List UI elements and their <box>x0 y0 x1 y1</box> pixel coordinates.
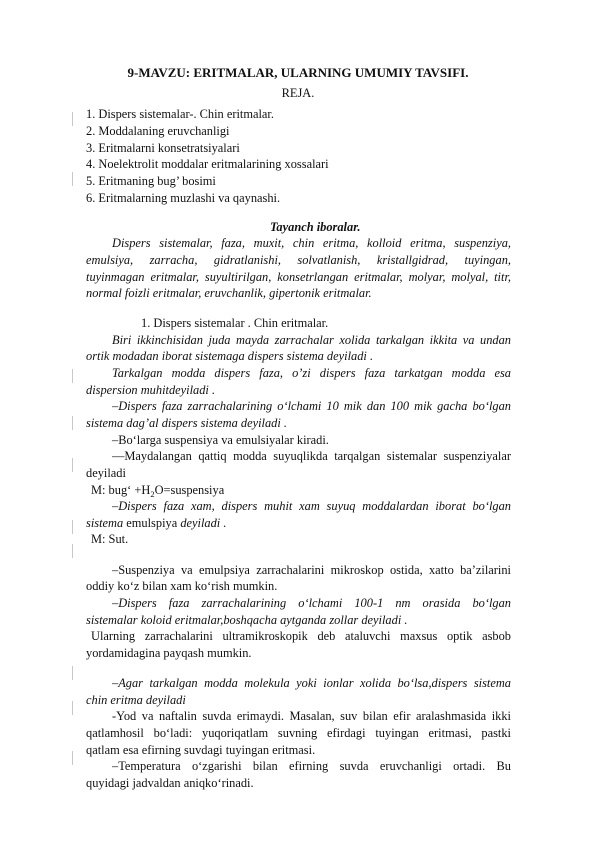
paragraph-line: Ularning zarrachalarini ultramikroskopik deb ataluvchi maxsus optik asbob <box>91 629 511 643</box>
plan-item: 5. Eritmaning bug’ bosimi <box>86 174 216 188</box>
keywords-line: tuyinmagan eritmalar, suyultirilgan, konsetrlangan eritmalar, molyar, molyal, titr, <box>86 270 511 284</box>
plan-heading: REJA. <box>281 86 315 100</box>
margin-bar <box>72 458 73 472</box>
paragraph-line: Biri ikkinchisidan juda mayda zarrachalar xolida tarkalgan ikkita va undan <box>112 333 511 347</box>
keywords-line: Dispers sistemalar, faza, muxit, chin eritma, kolloid eritma, suspenziya, <box>112 236 511 250</box>
keywords-line: normal foizli eritmalar, eruvchanlik, gipertonik eritmalar. <box>86 286 372 300</box>
paragraph-line: –Temperatura o‘zgarishi bilan efirning suvda eruvchanligi ortadi. Bu <box>112 759 511 773</box>
paragraph-line: Tarkalgan modda dispers faza, o’zi dispers faza tarkatgan modda esa <box>112 366 511 380</box>
margin-bar <box>72 666 73 680</box>
paragraph-line: –Bo‘larga suspensiya va emulsiyalar kiradi. <box>112 433 329 447</box>
plan-item: 2. Moddalaning eruvchanligi <box>86 124 230 138</box>
paragraph-line: sistema dag’al dispers sistema deyiladi . <box>86 416 287 430</box>
paragraph-line: –Agar tarkalgan modda molekula yoki ionlar xolida bo‘lsa,dispers sistema <box>112 676 511 690</box>
margin-bar <box>72 416 73 430</box>
paragraph-line: –Dispers faza zarrachalarining o‘lchami 10 mik dan 100 mik gacha bo‘lgan <box>112 399 511 413</box>
plan-item: 3. Eritmalarni konsetratsiyalari <box>86 141 240 155</box>
plan-item: 4. Noelektrolit moddalar eritmalarining xossalari <box>86 157 329 171</box>
keywords-heading: Tayanch iboralar. <box>270 220 361 234</box>
margin-bar <box>72 701 73 715</box>
margin-bar <box>72 544 73 558</box>
plan-item: 1. Dispers sistemalar-. Chin eritmalar. <box>86 107 274 121</box>
paragraph-line: —Maydalangan qattiq modda suyuqlikda tarqalgan sistemalar suspenziyalar <box>112 449 511 463</box>
paragraph-line: oddiy ko‘z bilan xam ko‘rish mumkin. <box>86 579 278 593</box>
margin-bar <box>72 112 73 126</box>
example-line: M: bug‘ $+H_2O=suspensiya$ <box>91 483 225 499</box>
paragraph-line: –Dispers faza xam, dispers muhit xam suyuq moddalardan iborat bo‘lgan <box>112 499 511 513</box>
paragraph-line: dispersion muhitdeyiladi . <box>86 383 216 397</box>
example-line: M: Sut. <box>91 532 129 546</box>
paragraph-line: ortik modadan iborat sistemaga dispers sistema deyiladi . <box>86 349 374 363</box>
paragraph-line: quyidagi jadvaldan aniqko‘rinadi. <box>86 776 254 790</box>
paragraph-line: sistema emulspiya deyiladi . <box>86 516 227 530</box>
paragraph-line: qatlam esa efirning suvdagi tuyingan eritmasi. <box>86 743 316 757</box>
margin-bar <box>72 369 73 383</box>
keywords-line: emulsiya, zarracha, gidratlanishi, solvatlanish, kristallgidrad, tuyingan, <box>86 253 511 267</box>
paragraph-line: deyiladi <box>86 466 126 480</box>
paragraph-line: sistemalar koloid eritmalar,boshqacha aytganda zollar deyiladi . <box>86 613 408 627</box>
paragraph-line: –Suspenziya va emulpsiya zarrachalarini mikroskop ostida, xatto ba’zilarini <box>112 563 511 577</box>
margin-bar <box>72 751 73 765</box>
page-title: 9-MAVZU: ERITMALAR, ULARNING UMUMIY TAVSIFI. <box>127 65 469 80</box>
margin-bar <box>72 520 73 534</box>
paragraph-line: qatlamhosil bo‘ladi: yuqoriqatlam suvning efirdagi tuyingan eritmasi, pastki <box>86 726 511 740</box>
paragraph-line: -Yod va naftalin suvda erimaydi. Masalan, suv bilan efir aralashmasida ikki <box>112 709 511 723</box>
paragraph-line: chin eritma deyiladi <box>86 693 186 707</box>
paragraph-line: –Dispers faza zarrachalarining o‘lchami 100-1 nm orasida bo‘lgan <box>112 596 511 610</box>
section-heading: 1. Dispers sistemalar . Chin eritmalar. <box>141 316 329 330</box>
paragraph-line: yordamidagina payqash mumkin. <box>86 646 252 660</box>
margin-bar <box>72 172 73 186</box>
plan-item: 6. Eritmalarning muzlashi va qaynashi. <box>86 191 281 205</box>
